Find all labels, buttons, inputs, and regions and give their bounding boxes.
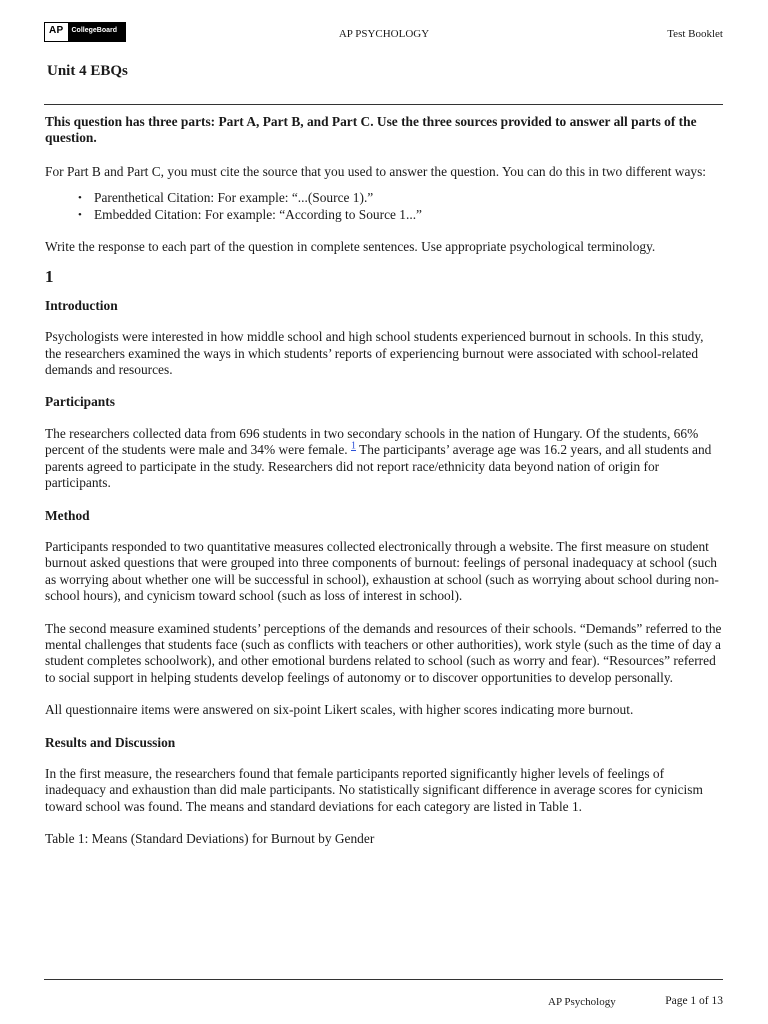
footer-divider [44,979,723,980]
method-heading: Method [45,507,90,523]
participants-text-part-a: The researchers collected data from 696 students in two secondary schools in the nation of Hungary. Of the students, 66% percent of the students were male and 34% were female. [45,425,699,458]
page-title: Unit 4 EBQs [47,63,128,79]
participants-text-part-b: The participants’ average age was 16.2 years, and all students and parents agreed to participate in the study. Researchers did not report race/ethnicity data beyond nation of origin for participants. [45,442,712,491]
participants-text [45,426,723,492]
response-note: Write the response to each part of the question in complete sentences. Use appropriate psychological terminology. [45,239,656,255]
citation-note: For Part B and Part C, you must cite the source that you used to answer the question. You can do this in two different ways: [45,163,707,179]
header-booklet-label: Test Booklet [667,28,723,40]
method-paragraph-2: The second measure examined students’ perceptions of the demands and resources of their schools. “Demands” referred to the mental challenges that students face (such as conflicts with teachers or other authorities), work style (such as the time of day a student completes schoolwork), and other emotional burdens related to school (such as worry and fear). “Resources” referred to social support in helping students develop feelings of autonomy or to discover opportunities to develop personally. [45,620,722,685]
logo-collegeboard-text: CollegeBoard [71,27,118,34]
instructions: This question has three parts: Part A, Part B, and Part C. Use the three sources provided to answer all parts of the question. [45,114,697,146]
list-item: • Embedded Citation: For example: “According to Source 1...” [78,207,723,223]
method-paragraph-1: Participants responded to two quantitative measures collected electronically through a website. The first measure on student burnout asked questions that were grouped into three components of burnout: feelings of personal inadequacy at school (such as worrying about whether one will be successful in school), exhaustion at school (such as worrying about school during non-school hours), and cynicism toward school (such as loss of interest in school). [45,538,719,604]
participants-heading: Participants [45,394,115,410]
document-body [45,114,723,848]
results-text: In the first measure, the researchers found that female participants reported significantly higher levels of feelings of inadequacy and exhaustion than did male participants. No statistically significant difference in average scores for cynicism toward school was found. The means and standard deviations for each category are listed in Table 1. [45,765,703,814]
citation-list [45,190,723,223]
introduction-heading: Introduction [45,297,118,313]
header-divider [44,104,723,105]
list-item: • Parenthetical Citation: For example: “...(Source 1).” [78,190,723,206]
header-subject: AP PSYCHOLOGY [338,28,430,40]
introduction-text: Psychologists were interested in how middle school and high school students experienced burnout in schools. In this study, the researchers examined the ways in which students’ reports of experiencing burnout were associated with school-related demands and resources. [45,329,704,378]
table-caption: Table 1: Means (Standard Deviations) for Burnout by Gender [45,831,375,847]
method-paragraph-3: All questionnaire items were answered on six-point Likert scales, with higher scores indicating more burnout. [45,702,634,718]
question-number: 1 [45,267,54,287]
footer-subject: AP Psychology [548,996,616,1008]
results-heading: Results and Discussion [45,734,176,750]
logo-ap-text: AP [45,23,68,41]
footnote-link[interactable]: 1 [351,440,357,452]
page-number: Page 1 of 13 [665,995,723,1007]
